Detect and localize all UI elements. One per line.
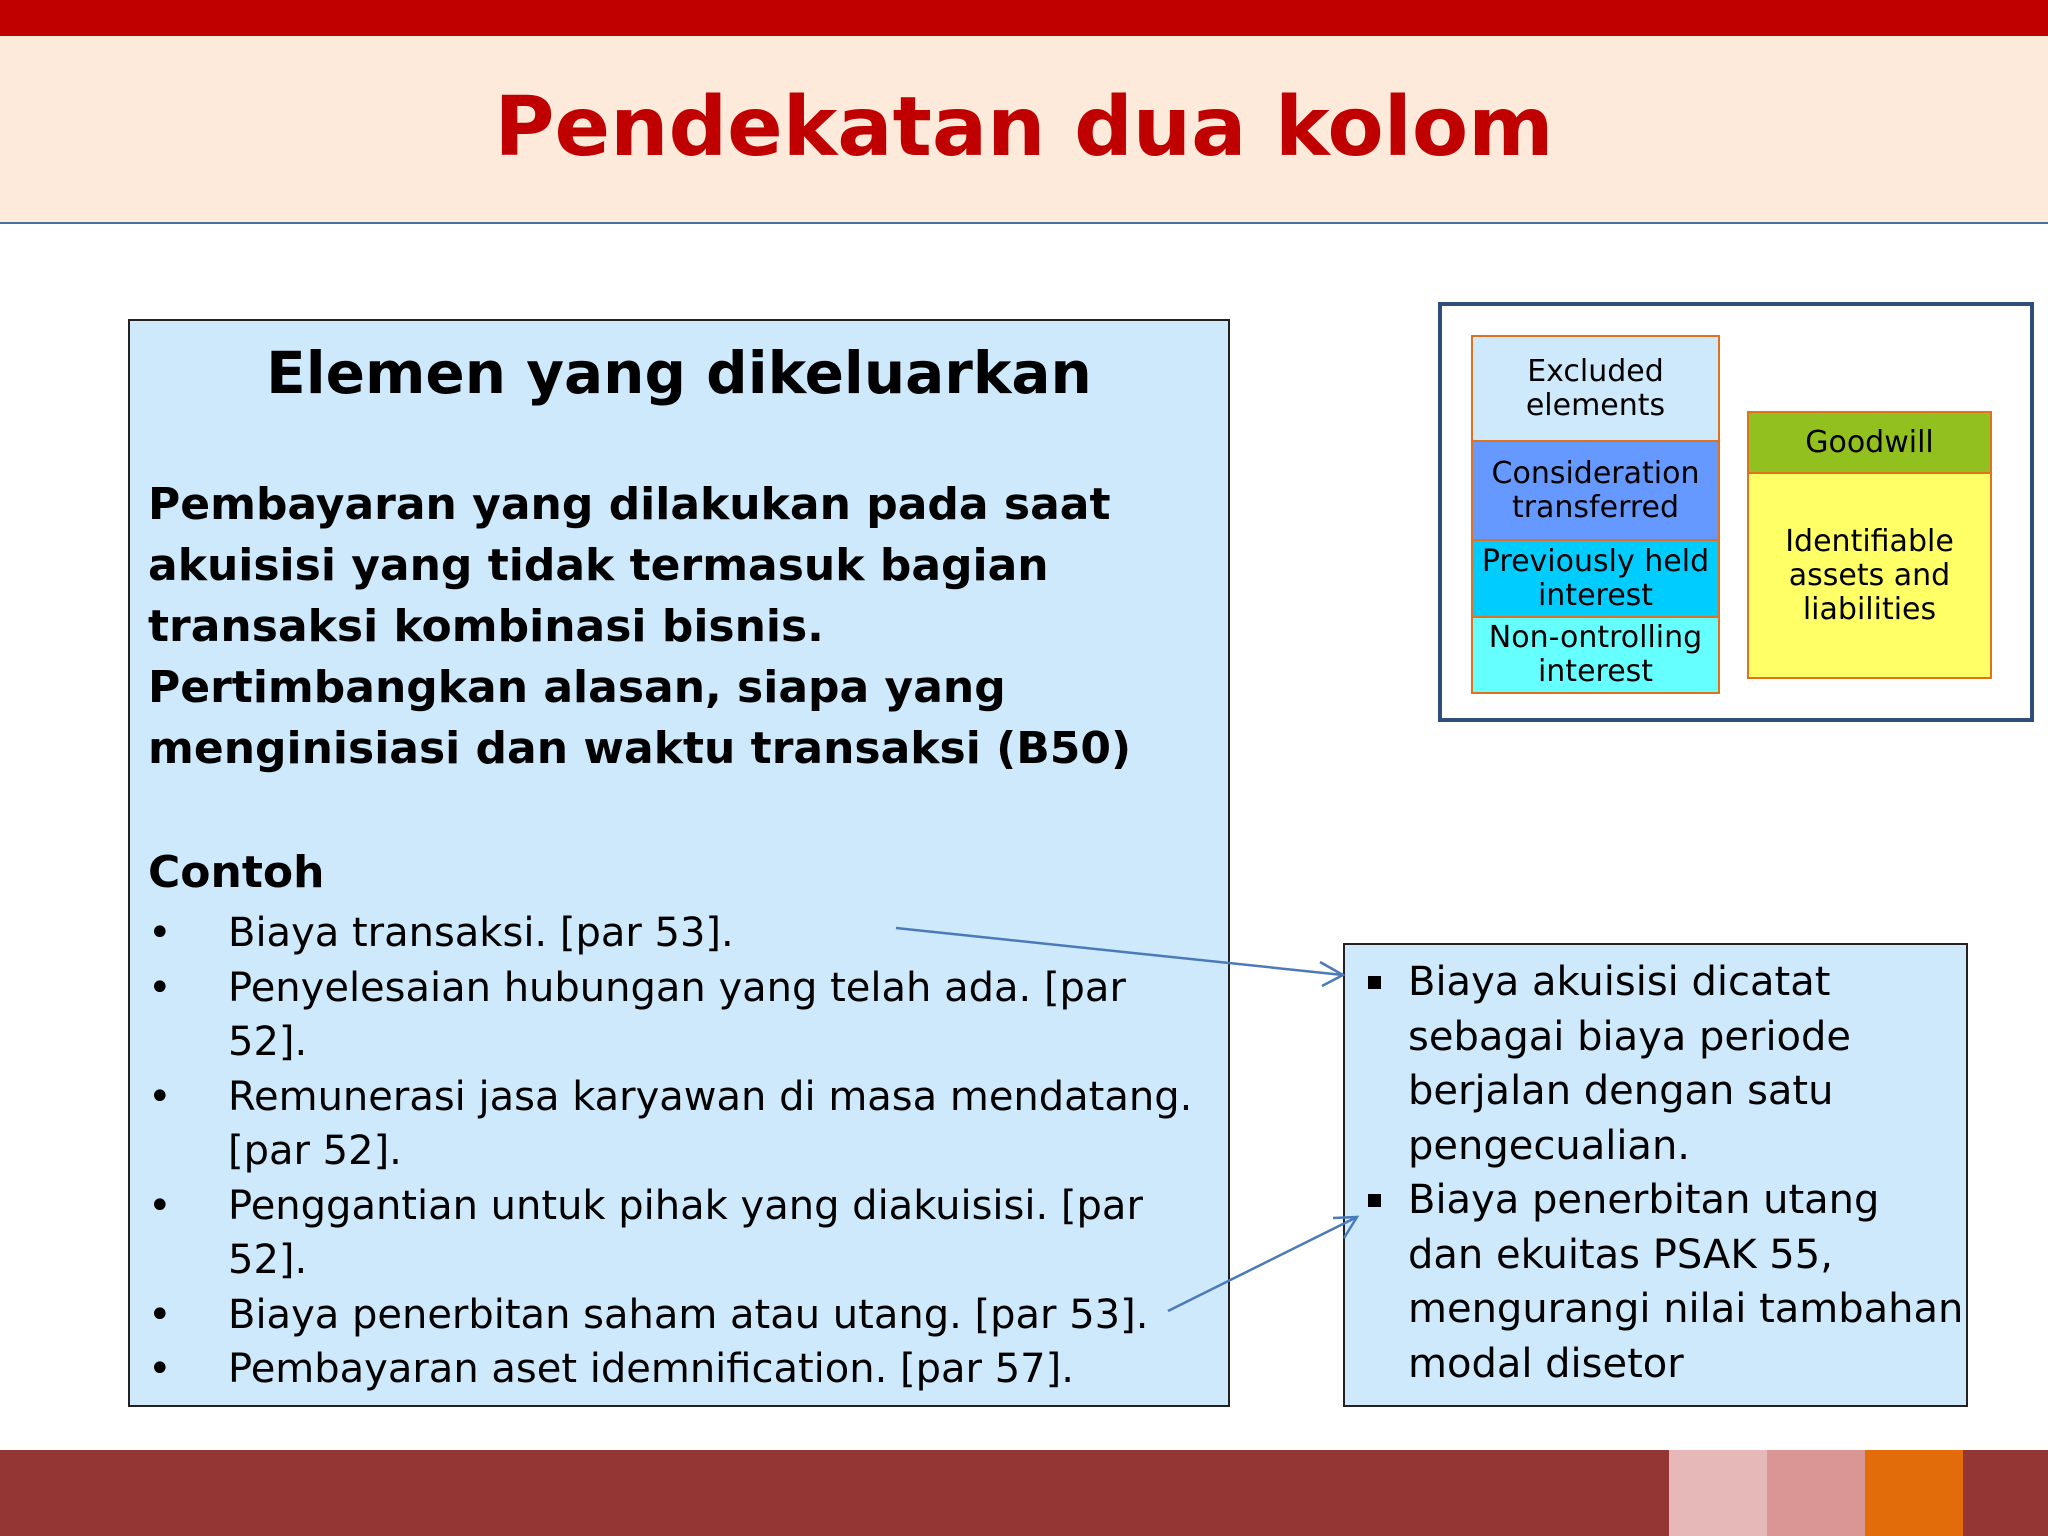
list-item bbox=[148, 961, 1208, 1070]
identifiable-assets-block: Identifiable assets and liabilities bbox=[1747, 472, 1992, 679]
bullet-icon: • bbox=[148, 910, 172, 956]
list-item-text: Pembayaran aset idemnification. [par 57]. bbox=[228, 1346, 1074, 1392]
bullet-icon: • bbox=[148, 1182, 172, 1229]
list-item bbox=[1366, 1173, 1966, 1391]
bullet-icon: • bbox=[148, 964, 172, 1011]
non-controlling-interest-block: Non-ontrolling interest bbox=[1471, 616, 1720, 694]
consideration-transferred-block: Consideration transferred bbox=[1471, 440, 1720, 541]
panel-heading: Elemen yang dikeluarkan bbox=[266, 339, 1092, 407]
square-bullet-icon bbox=[1368, 976, 1381, 989]
list-item-text: Biaya penerbitan saham atau utang. [par 53]. bbox=[228, 1291, 1149, 1338]
list-item bbox=[148, 1288, 1208, 1343]
description-paragraph: Pertimbangkan alasan, siapa yang menginisiasi dan waktu transaksi (B50) bbox=[148, 662, 1132, 774]
square-bullet-icon bbox=[1368, 1194, 1381, 1207]
list-item-text: Penyelesaian hubungan yang telah ada. [par 52]. bbox=[228, 964, 1126, 1065]
list-item bbox=[148, 1070, 1208, 1179]
footer-color-block bbox=[1669, 1450, 1767, 1536]
description-paragraph: Pembayaran yang dilakukan pada saat akuisisi yang tidak termasuk bagian transaksi kombinasi bisnis. bbox=[148, 479, 1111, 652]
list-item-text: Biaya penerbitan utang dan ekuitas PSAK 55, mengurangi nilai tambahan modal disetor bbox=[1408, 1177, 1964, 1387]
top-accent-bar bbox=[0, 0, 2048, 36]
examples-label: Contoh bbox=[148, 847, 325, 898]
list-item-text: Penggantian untuk pihak yang diakuisisi. [par 52]. bbox=[228, 1182, 1143, 1283]
goodwill-block: Goodwill bbox=[1747, 411, 1992, 474]
footer-color-block bbox=[1767, 1450, 1865, 1536]
list-item bbox=[148, 906, 1208, 961]
footer-color-block bbox=[1865, 1450, 1963, 1536]
excluded-elements-block: Excluded elements bbox=[1471, 335, 1720, 442]
bullet-icon: • bbox=[148, 1291, 172, 1338]
examples-list bbox=[148, 906, 1208, 1397]
list-item-text: Biaya akuisisi dicatat sebagai biaya periode berjalan dengan satu pengecualian. bbox=[1408, 959, 1852, 1169]
list-item bbox=[148, 1179, 1208, 1288]
arrowhead-icon bbox=[1320, 962, 1343, 986]
bullet-icon: • bbox=[148, 1346, 172, 1392]
previously-held-interest-block: Previously held interest bbox=[1471, 539, 1720, 618]
treatment-list bbox=[1366, 955, 1966, 1391]
panel-description bbox=[148, 474, 1208, 779]
bullet-icon: • bbox=[148, 1073, 172, 1120]
list-item-text: Remunerasi jasa karyawan di masa mendatang. [par 52]. bbox=[228, 1073, 1193, 1174]
footer-color-block bbox=[1963, 1450, 2048, 1536]
list-item bbox=[1366, 955, 1966, 1173]
list-item-text: Biaya transaksi. [par 53]. bbox=[228, 910, 734, 956]
slide-title: Pendekatan dua kolom bbox=[494, 80, 1554, 175]
list-item bbox=[148, 1342, 1208, 1397]
